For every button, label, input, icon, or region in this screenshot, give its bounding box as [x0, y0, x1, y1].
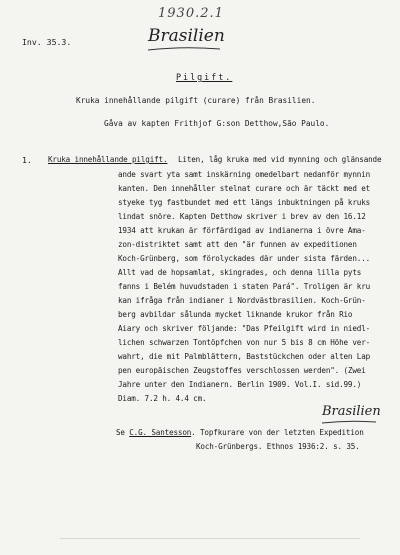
handwritten-underline: [320, 420, 378, 425]
body-line: berg avbildar sålunda mycket liknande krukor från Rio: [118, 310, 353, 319]
item-number: 1.: [22, 155, 32, 165]
reference-line-1: [116, 428, 364, 437]
body-line: Diam. 7.2 h. 4.4 cm.: [118, 394, 207, 403]
handwritten-accession-number: 1930.2.1: [158, 6, 224, 21]
body-line: lichen schwarzen Tontöpfchen von nur 5 bis 8 cm Höhe ver-: [118, 338, 371, 347]
page-title: Pilgift.: [176, 72, 233, 82]
donor-line: Gåva av kapten Frithjof G:son Detthow,São Paulo.: [104, 119, 330, 128]
handwritten-underline: [146, 46, 222, 52]
body-line: ande svart yta samt inskärning omedelbart nedanför mynnin: [118, 170, 371, 179]
item-first-line: Liten, låg kruka med vid mynning och glänsande: [178, 155, 382, 164]
body-line: Allt vad de hopsamlat, skingrades, och denna lilla pyts: [118, 268, 362, 277]
body-line: lindat snöre. Kapten Detthow skriver i brev av den 16.12: [118, 212, 366, 221]
reference-prefix: Se: [116, 428, 125, 437]
reference-line-2: Koch-Grünbergs. Ethnos 1936:2. s. 35.: [196, 442, 360, 451]
body-line: pen europäischen Zeugstoffes verschlossen werden". (Zwei: [118, 366, 366, 375]
reference-author: C.G. Santesson: [129, 428, 192, 437]
body-line: styeke tyg fastbundet med ett längs inbuktningen på kruks: [118, 198, 371, 207]
body-line: Jahre unter den Indianern. Berlin 1909. Vol.I. sid.99.): [118, 380, 362, 389]
body-line: kanten. Den innehåller stelnat curare och är täckt med et: [118, 184, 371, 193]
item-heading: Kruka innehållande pilgift.: [48, 155, 168, 164]
handwritten-region-top: Brasilien: [148, 26, 225, 46]
reference-title: . Topfkurare von der letzten Expedition: [191, 428, 364, 437]
inventory-number: Inv. 35.3.: [22, 37, 72, 47]
body-line: kan ifråga från indianer i Nordvästbrasilien. Koch-Grün-: [118, 296, 366, 305]
body-line: zon-distriktet samt att den "är funnen av expeditionen: [118, 240, 357, 249]
handwritten-region-bottom: Brasilien: [322, 404, 381, 419]
body-line: wahrt, die mit Palmblättern, Baststückchen oder alten Lap: [118, 352, 371, 361]
body-line: fanns i Belém huvudstaden i staten Pará". Troligen är kru: [118, 282, 371, 291]
scan-artifact: [60, 538, 360, 539]
body-line: 1934 att krukan är förfärdigad av indianerna i övre Ama-: [118, 226, 366, 235]
page-subtitle: Kruka innehållande pilgift (curare) från Brasilien.: [76, 96, 316, 105]
body-line: Koch-Grünberg, som förolyckades där under sista färden...: [118, 254, 371, 263]
body-line: Aiary och skriver följande: "Das Pfeilgift wird in niedl-: [118, 324, 371, 333]
